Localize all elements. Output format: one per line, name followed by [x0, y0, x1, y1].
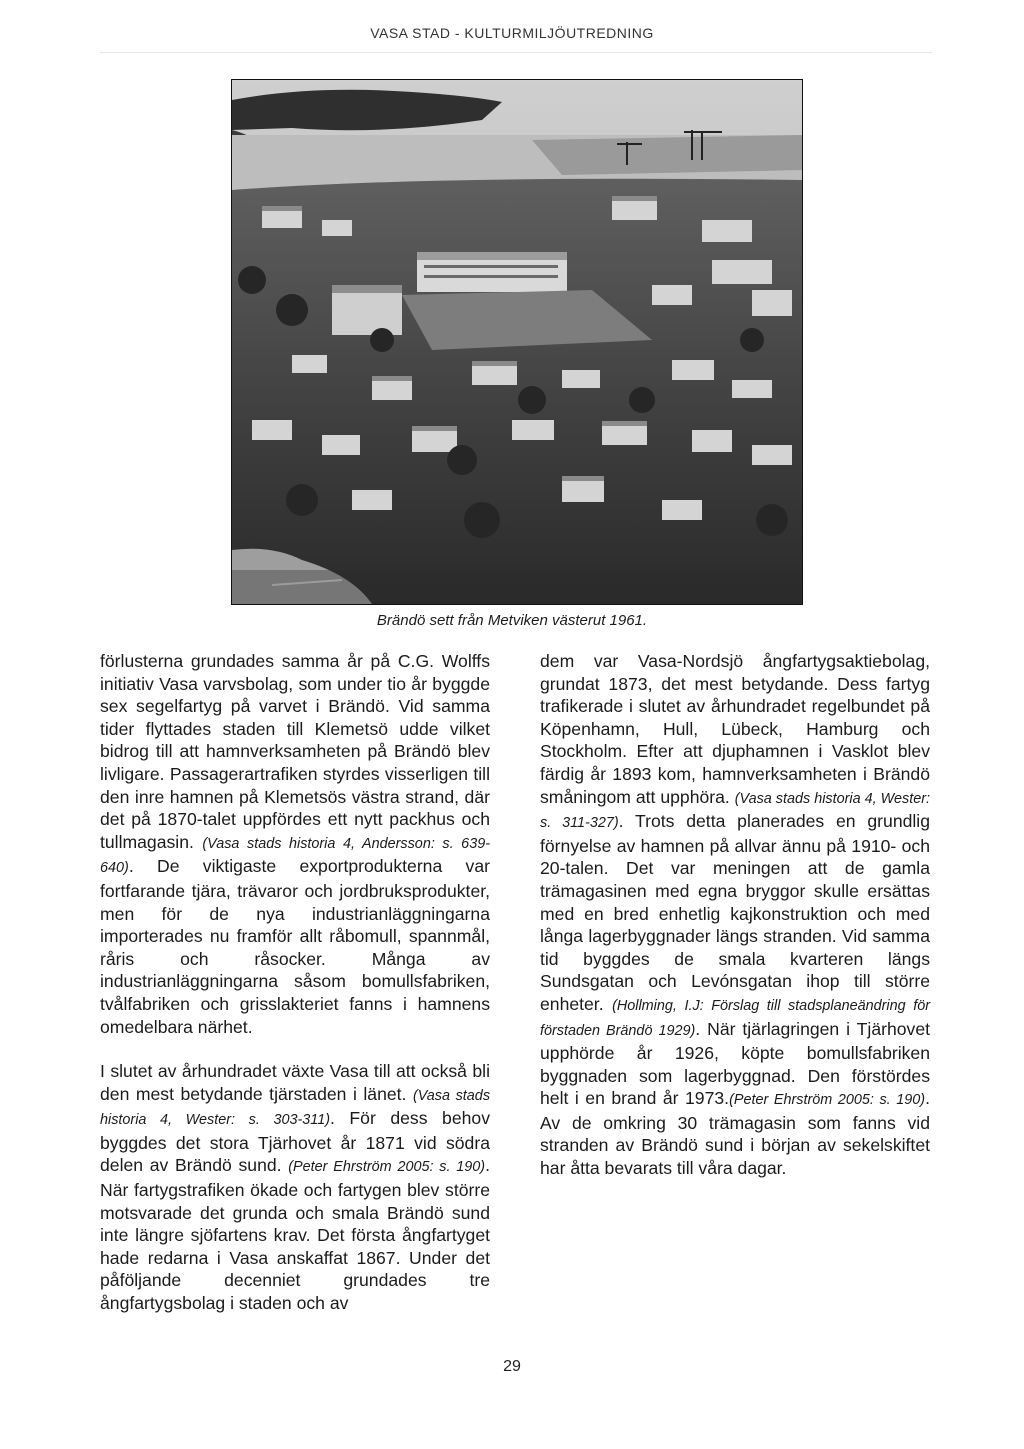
left-paragraph-2 — [100, 1060, 490, 1315]
citation: (Hollming, I.J: Förslag till stadsplaneändring för förstaden Brändö 1929) — [540, 997, 930, 1039]
header-rule — [100, 52, 932, 53]
citation: (Vasa stads historia 4, Wester: s. 303-311) — [100, 1087, 491, 1129]
text-run: . När tjärlagringen i Tjärhovet upphörde år 1926, köpte bomullsfabriken byggnaden som lagerbyggnad. Den förstördes helt i en brand år 1973. — [540, 1018, 930, 1109]
left-paragraph-1 — [100, 650, 490, 1038]
page-number: 29 — [503, 1358, 521, 1375]
right-paragraph-1 — [540, 650, 930, 1180]
aerial-photo-illustration — [232, 80, 802, 604]
running-header: VASA STAD - KULTURMILJÖUTREDNING — [370, 25, 654, 41]
text-run: . Trots detta planerades en grundlig förnyelse av hamnen på allvar ännu på 1910- och 20-talen. Det var meningen att de gamla trämagasinen med egna bryggor skulle ersättas med en bred enhetlig kajkonstruktion och med långa lagerbyggnader längs stranden. Vid samma tid byggdes de smala kvarteren längs Sundsgatan och Levónsgatan ihop till större enheter. — [540, 811, 930, 1014]
aerial-photograph — [231, 79, 803, 605]
citation: (Vasa stads historia 4, Wester: s. 311-327) — [540, 790, 930, 832]
right-column — [540, 650, 930, 1180]
text-run: I slutet av århundradet växte Vasa till att också bli den mest betydande tjärstaden i länet. — [100, 1061, 490, 1104]
left-column — [100, 650, 490, 1315]
text-run: . De viktigaste exportprodukterna var fortfarande tjära, trävaror och jordbruksprodukter, men för de nya industrianläggningarna importerades nu framför allt råbomull, spannmål, råris och råsocker. Många av industrianläggningarna såsom bomullsfabriken, tvålfabriken och grisslakteriet fanns i hamnens omedelbara närhet. — [100, 856, 490, 1037]
text-run: . Av de omkring 30 trämagasin som fanns vid stranden av Brändö sund i början av sekelskiftet har åtta bevarats till våra dagar. — [540, 1088, 930, 1179]
citation: (Peter Ehrström 2005: s. 190) — [288, 1159, 486, 1176]
text-run: . För dess behov byggdes det stora Tjärhovet år 1871 vid södra delen av Brändö sund. — [100, 1108, 490, 1176]
text-run: . När fartygstrafiken ökade och fartygen blev större motsvarade det grunda och smala Brändö sund inte längre sjöfartens krav. Det första ångfartyget hade redarna i Vasa anskaffat 1867. Under det påföljande decenniet grundades tre ångfartygsbolag i staden och av — [100, 1155, 490, 1314]
text-run: dem var Vasa-Nordsjö ångfartygsaktiebolag, grundat 1873, det mest betydande. Dess fartyg trafikerade i slutet av århundradet regelbundet på Köpenhamn, Hull, Lübeck, Hamburg och Stockholm. Efter att djuphamnen i Vasklot blev färdig år 1893 kom, hamnverksamheten i Brändö småningom att upphöra. — [540, 651, 930, 807]
figure-caption: Brändö sett från Metviken västerut 1961. — [376, 612, 648, 629]
citation: (Vasa stads historia 4, Andersson: s. 639-640) — [100, 835, 490, 877]
citation: (Peter Ehrström 2005: s. 190) — [729, 1092, 926, 1109]
text-run: förlusterna grundades samma år på C.G. Wolffs initiativ Vasa varvsbolag, som under tio år byggde sex segelfartyg på varvet i Brändö. Vid samma tider flyttades staden till Klemetsö udde vilket bidrog till att hamnverksamheten på Brändö blev livligare. Passagerartrafiken styrdes visserligen till den inre hamnen på Klemetsös västra strand, där det på 1870-talet uppfördes ett nytt packhus och tullmagasin. — [100, 651, 490, 852]
